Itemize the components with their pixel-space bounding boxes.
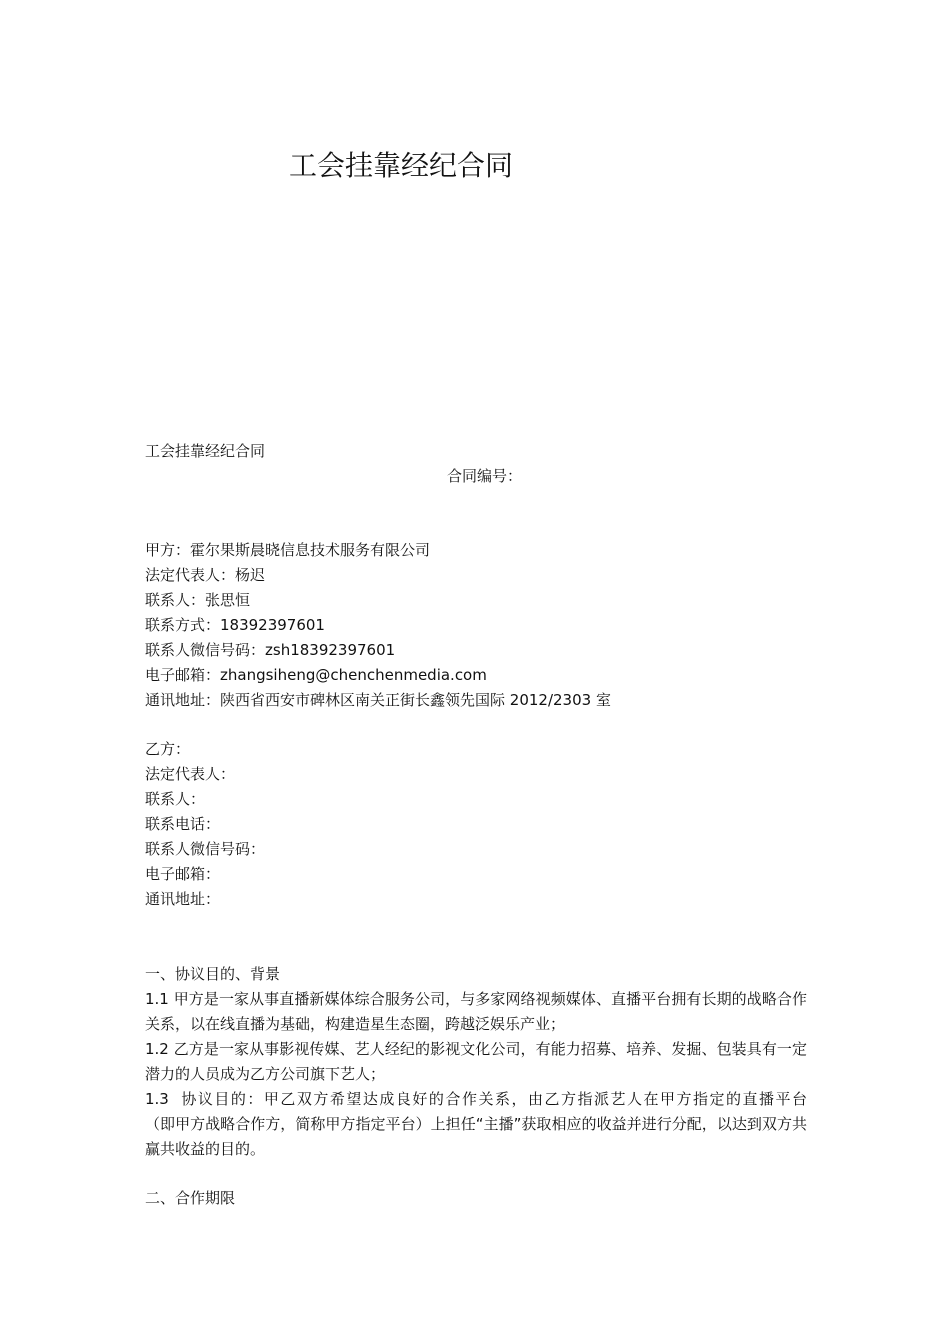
party-a-phone: 联系方式：18392397601: [145, 616, 325, 634]
section-1: [145, 962, 865, 1162]
section-2: [145, 1186, 807, 1211]
party-b-email: 电子邮箱：: [145, 865, 221, 883]
party-b-phone: 联系电话：: [145, 815, 221, 833]
party-a-wechat: 联系人微信号码：zsh18392397601: [145, 641, 396, 659]
header-title: 工会挂靠经纪合同: [145, 442, 266, 460]
party-b-address: 通讯地址：: [145, 890, 221, 908]
party-a-address: 通讯地址：陕西省西安市碑林区南关正街长鑫领先国际 2012/2303 室: [145, 691, 611, 709]
section-1-heading: 一、协议目的、背景: [145, 965, 281, 983]
section-2-heading: 二、合作期限: [145, 1189, 236, 1207]
contract-number-label: 合同编号：: [447, 467, 523, 485]
party-a-name: 甲方：霍尔果斯晨晓信息技术服务有限公司: [145, 541, 431, 559]
party-b-legal-rep: 法定代表人：: [145, 765, 236, 783]
party-a-block: [145, 538, 807, 713]
section-1-clause-2: 1.2 乙方是一家从事影视传媒、艺人经纪的影视文化公司，有能力招募、培养、发掘、包装具有一定潜力的人员成为乙方公司旗下艺人；: [145, 1040, 807, 1083]
header-title-block: [145, 439, 807, 464]
party-b-contact: 联系人：: [145, 790, 206, 808]
section-1-clause-1: 1.1 甲方是一家从事直播新媒体综合服务公司，与多家网络视频媒体、直播平台拥有长期的战略合作关系，以在线直播为基础，构建造星生态圈，跨越泛娱乐产业；: [145, 990, 807, 1033]
cover-title: 工会挂靠经纪合同: [289, 149, 514, 182]
party-a-email: 电子邮箱：zhangsiheng@chenchenmedia.com: [145, 666, 487, 684]
section-1-clause-3: 1.3 协议目的：甲乙双方希望达成良好的合作关系，由乙方指派艺人在甲方指定的直播平台 （即甲方战略合作方，简称甲方指定平台）上担任“主播”获取相应的收益并进行分配，以达到双方共赢共收益的目的。: [145, 1090, 865, 1158]
party-b-wechat: 联系人微信号码：: [145, 840, 266, 858]
party-a-legal-rep: 法定代表人：杨迟: [145, 566, 266, 584]
party-a-contact: 联系人：张思恒: [145, 591, 251, 609]
party-b-block: [145, 737, 807, 912]
party-b-name: 乙方：: [145, 740, 191, 758]
